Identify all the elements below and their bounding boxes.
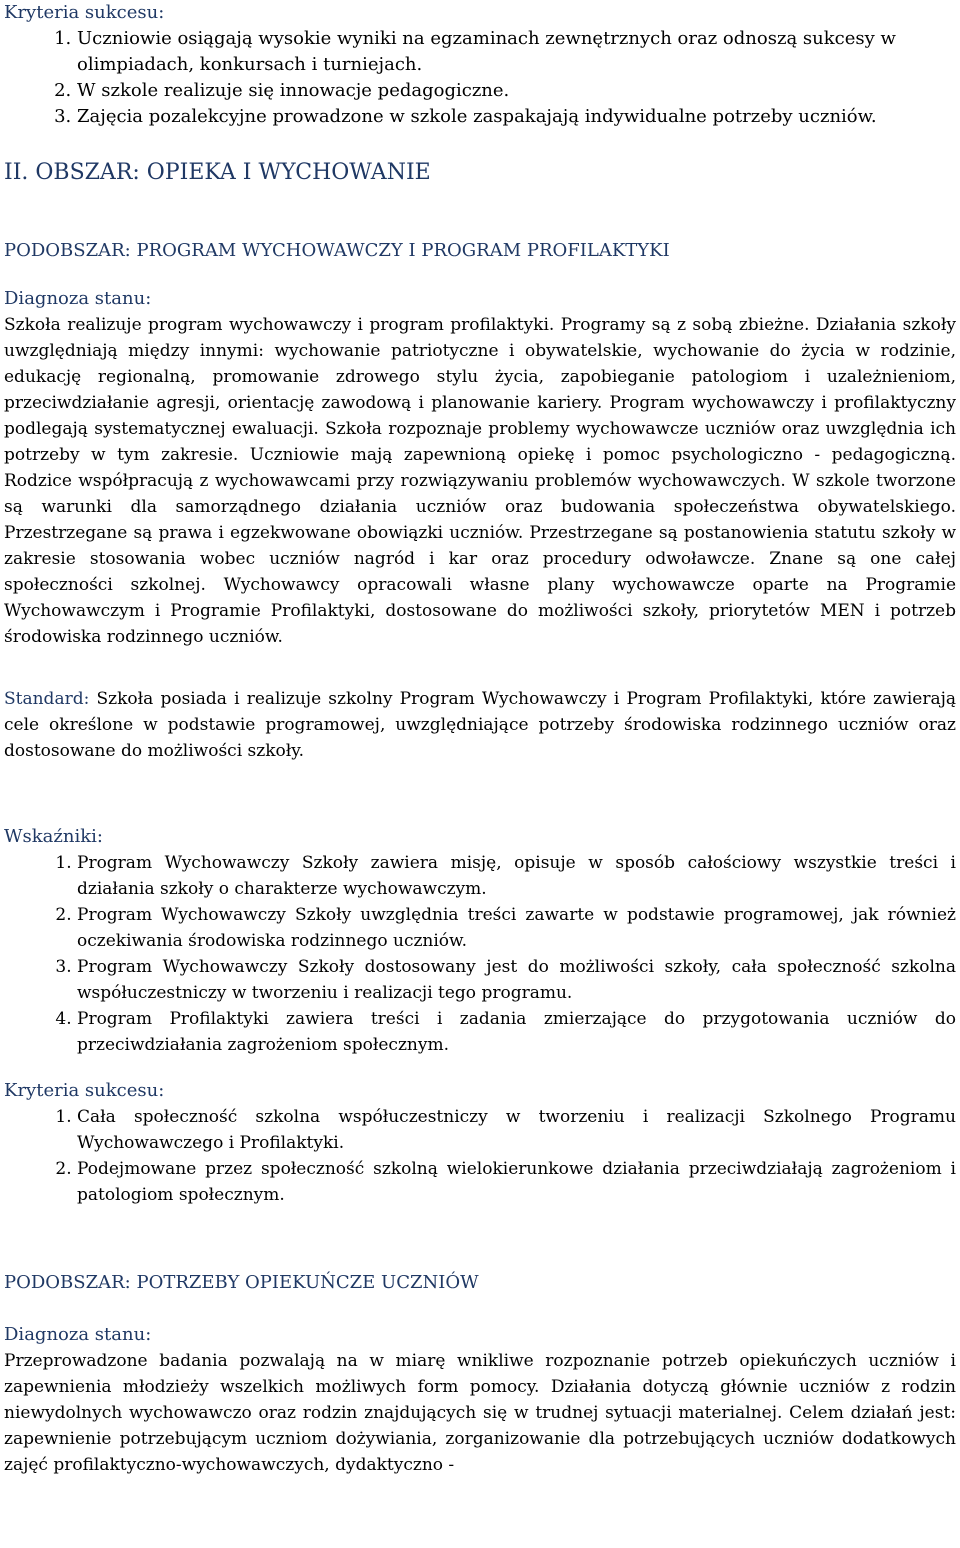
section-title-obszar: II. OBSZAR: OPIEKA I WYCHOWANIE	[4, 160, 431, 185]
diagnoza-text-2: Przeprowadzone badania pozwalają na w miarę wnikliwe rozpoznanie potrzeb opiekuńczych uczniów i zapewnienia młodzieży wszelkich możliwych form pomocy. Działania dotyczą głównie uczniów z rodzin niewydolnych wychowawczo oraz rodzin znajdujących się w trudnej sytuacji materialnej. Celem działań jest: zapewnienie potrzebującym uczniom dożywiania, zorganizowanie dla potrzebujących uczniów dodatkowych zajęć profilaktyczno-wychowawczych, dydaktyczno -	[4, 1351, 956, 1475]
top-kryteria-list	[4, 26, 956, 130]
list-item: 3. Program Wychowawczy Szkoły dostosowany jest do możliwości szkoły, cała społeczność szkolna współuczestniczy w tworzeniu i realizacji tego programu.	[77, 954, 956, 1006]
list-item: 4. Program Profilaktyki zawiera treści i zadania zmierzające do przygotowania uczniów do przeciwdziałania zagrożeniom społecznym.	[77, 1006, 956, 1058]
list-item: 1. Cała społeczność szkolna współuczestniczy w tworzeniu i realizacji Szkolnego Programu Wychowawczego i Profilaktyki.	[77, 1104, 956, 1156]
wskazniki-label: Wskaźniki:	[4, 826, 103, 847]
standard-label: Standard:	[4, 689, 90, 709]
list-item: 2. Program Wychowawczy Szkoły uwzględnia treści zawarte w podstawie programowej, jak również oczekiwania środowiska rodzinnego uczniów.	[77, 902, 956, 954]
subsection-title-program: PODOBSZAR: PROGRAM WYCHOWAWCZY I PROGRAM PROFILAKTYKI	[4, 240, 670, 261]
diagnoza-label-2: Diagnoza stanu:	[4, 1324, 152, 1345]
list-item: 1. Program Wychowawczy Szkoły zawiera misję, opisuje w sposób całościowy wszystkie treści i działania szkoły o charakterze wychowawczym.	[77, 850, 956, 902]
wskazniki-list	[4, 850, 956, 1058]
subsection-title-potrzeby: PODOBSZAR: POTRZEBY OPIEKUŃCZE UCZNIÓW	[4, 1272, 479, 1293]
list-item: 1. Uczniowie osiągają wysokie wyniki na egzaminach zewnętrznych oraz odnoszą sukcesy w olimpiadach, konkursach i turniejach.	[77, 26, 956, 78]
top-kryteria-label: Kryteria sukcesu:	[4, 2, 165, 23]
standard-text: Szkoła posiada i realizuje szkolny Program Wychowawczy i Program Profilaktyki, które zawierają cele określone w podstawie programowej, uwzględniające potrzeby środowiska rodzinnego uczniów oraz dostosowane do możliwości szkoły.	[4, 689, 956, 761]
list-item: 3. Zajęcia pozalekcyjne prowadzone w szkole zaspakajają indywidualne potrzeby uczniów.	[77, 104, 956, 130]
list-item: 2. Podejmowane przez społeczność szkolną wielokierunkowe działania przeciwdziałają zagrożeniom i patologiom społecznym.	[77, 1156, 956, 1208]
list-item: 2. W szkole realizuje się innowacje pedagogiczne.	[77, 78, 956, 104]
kryteria-list	[4, 1104, 956, 1208]
kryteria-label: Kryteria sukcesu:	[4, 1080, 165, 1101]
diagnoza-text: Szkoła realizuje program wychowawczy i program profilaktyki. Programy są z sobą zbieżne. Działania szkoły uwzględniają między innymi: wychowanie patriotyczne i obywatelskie, wychowanie do życia w rodzinie, edukację regionalną, promowanie zdrowego stylu życia, zapobieganie patologiom i uzależnieniom, przeciwdziałanie agresji, orientację zawodową i planowanie kariery. Program wychowawczy i profilaktyczny podlegają systematycznej ewaluacji. Szkoła rozpoznaje problemy wychowawcze uczniów oraz uwzględnia ich potrzeby w tym zakresie. Uczniowie mają zapewnioną opiekę i pomoc psychologiczno - pedagogiczną. Rodzice współpracują z wychowawcami przy rozwiązywaniu problemów wychowawczych. W szkole tworzone są warunki dla samorządnego działania uczniów oraz budowania społeczeństwa obywatelskiego. Przestrzegane są prawa i egzekwowane obowiązki uczniów. Przestrzegane są postanowienia statutu szkoły w zakresie stosowania wobec uczniów nagród i kar oraz procedury odwoławcze. Znane są one całej społeczności szkolnej. Wychowawcy opracowali własne plany wychowawcze oparte na Programie Wychowawczym i Programie Profilaktyki, dostosowane do możliwości szkoły, priorytetów MEN i potrzeb środowiska rodzinnego uczniów.	[4, 315, 956, 647]
standard-paragraph	[4, 686, 956, 764]
diagnoza-label: Diagnoza stanu:	[4, 288, 152, 309]
